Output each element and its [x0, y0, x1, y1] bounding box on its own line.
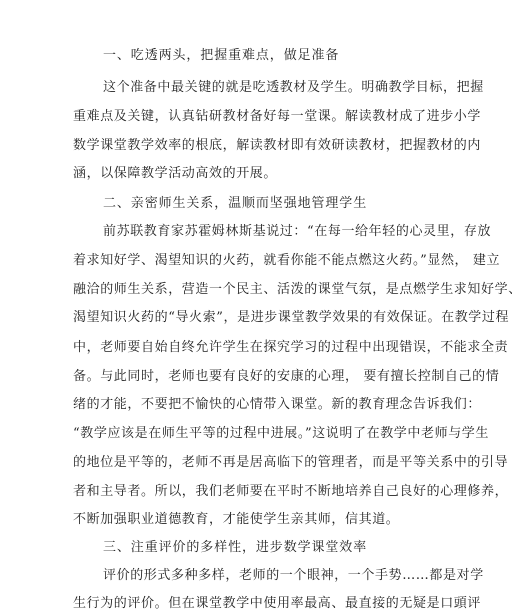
paragraph-line: 数学课堂教学效率的根底，解读教材即有效研读教材，把握教材的内	[73, 138, 482, 153]
section-2-heading: 二、亲密师生关系，温顺而坚强地管理学生	[103, 196, 368, 211]
paragraph-line: 评价的形式多种多样，老师的一个眼神，一个手势……都是对学	[103, 568, 484, 583]
paragraph-line: 这个准备中最关键的就是吃透教材及学生。明确教学目标，把握	[103, 80, 484, 95]
paragraph-line: 重难点及关键，认真钻研教材备好每一堂课。解读教材成了进步小学	[73, 109, 482, 124]
paragraph-line: “教学应该是在师生平等的过程中进展。”这说明了在教学中老师与学生	[73, 426, 489, 441]
paragraph-line: 的地位是平等的，老师不再是居高临下的管理者，而是平等关系中的引导	[73, 455, 509, 470]
paragraph-line: 中，老师要自始自终允许学生在探究学习的过程中出现错误，不能求全责	[73, 340, 509, 355]
paragraph-line: 着求知好学、渴望知识的火药，就看你能不能点燃这火药。”显然， 建立	[73, 253, 501, 268]
paragraph-line: 备。与此同时，老师也要有良好的安康的心理， 要有擅长控制自己的情	[73, 369, 500, 384]
section-1-heading: 一、吃透两头，把握重难点，做足准备	[103, 48, 340, 63]
paragraph-line: 生行为的评价。但在课堂教学中使用率最高、最直接的无疑是口頭评	[73, 596, 482, 611]
paragraph-line: 者和主导者。所以，我们老师要在平时不断地培养自己良好的心理修养，	[73, 484, 509, 499]
paragraph-line: 绪的才能，不要把不愉快的心情带入课堂。新的教育理念告诉我们：	[73, 397, 482, 412]
paragraph-line: 渴望知识火药的“导火索”，是进步课堂教学效果的有效保证。在教学过程	[73, 310, 510, 325]
paragraph-line: 前苏联教育家苏霍姆林斯基说过：“在每一给年轻的心灵里，存放	[103, 224, 492, 239]
paragraph-line: 不断加强职业道德教育，才能使学生亲其师，信其道。	[73, 512, 400, 527]
paragraph-line: 涵，以保障教学活动高效的开展。	[73, 166, 278, 181]
section-3-heading: 三、注重评价的多样性，进步数学课堂效率	[103, 540, 368, 555]
paragraph-line: 融洽的师生关系，营造一个民主、活泼的课堂气氛，是点燃学生求知好学、	[73, 282, 522, 297]
